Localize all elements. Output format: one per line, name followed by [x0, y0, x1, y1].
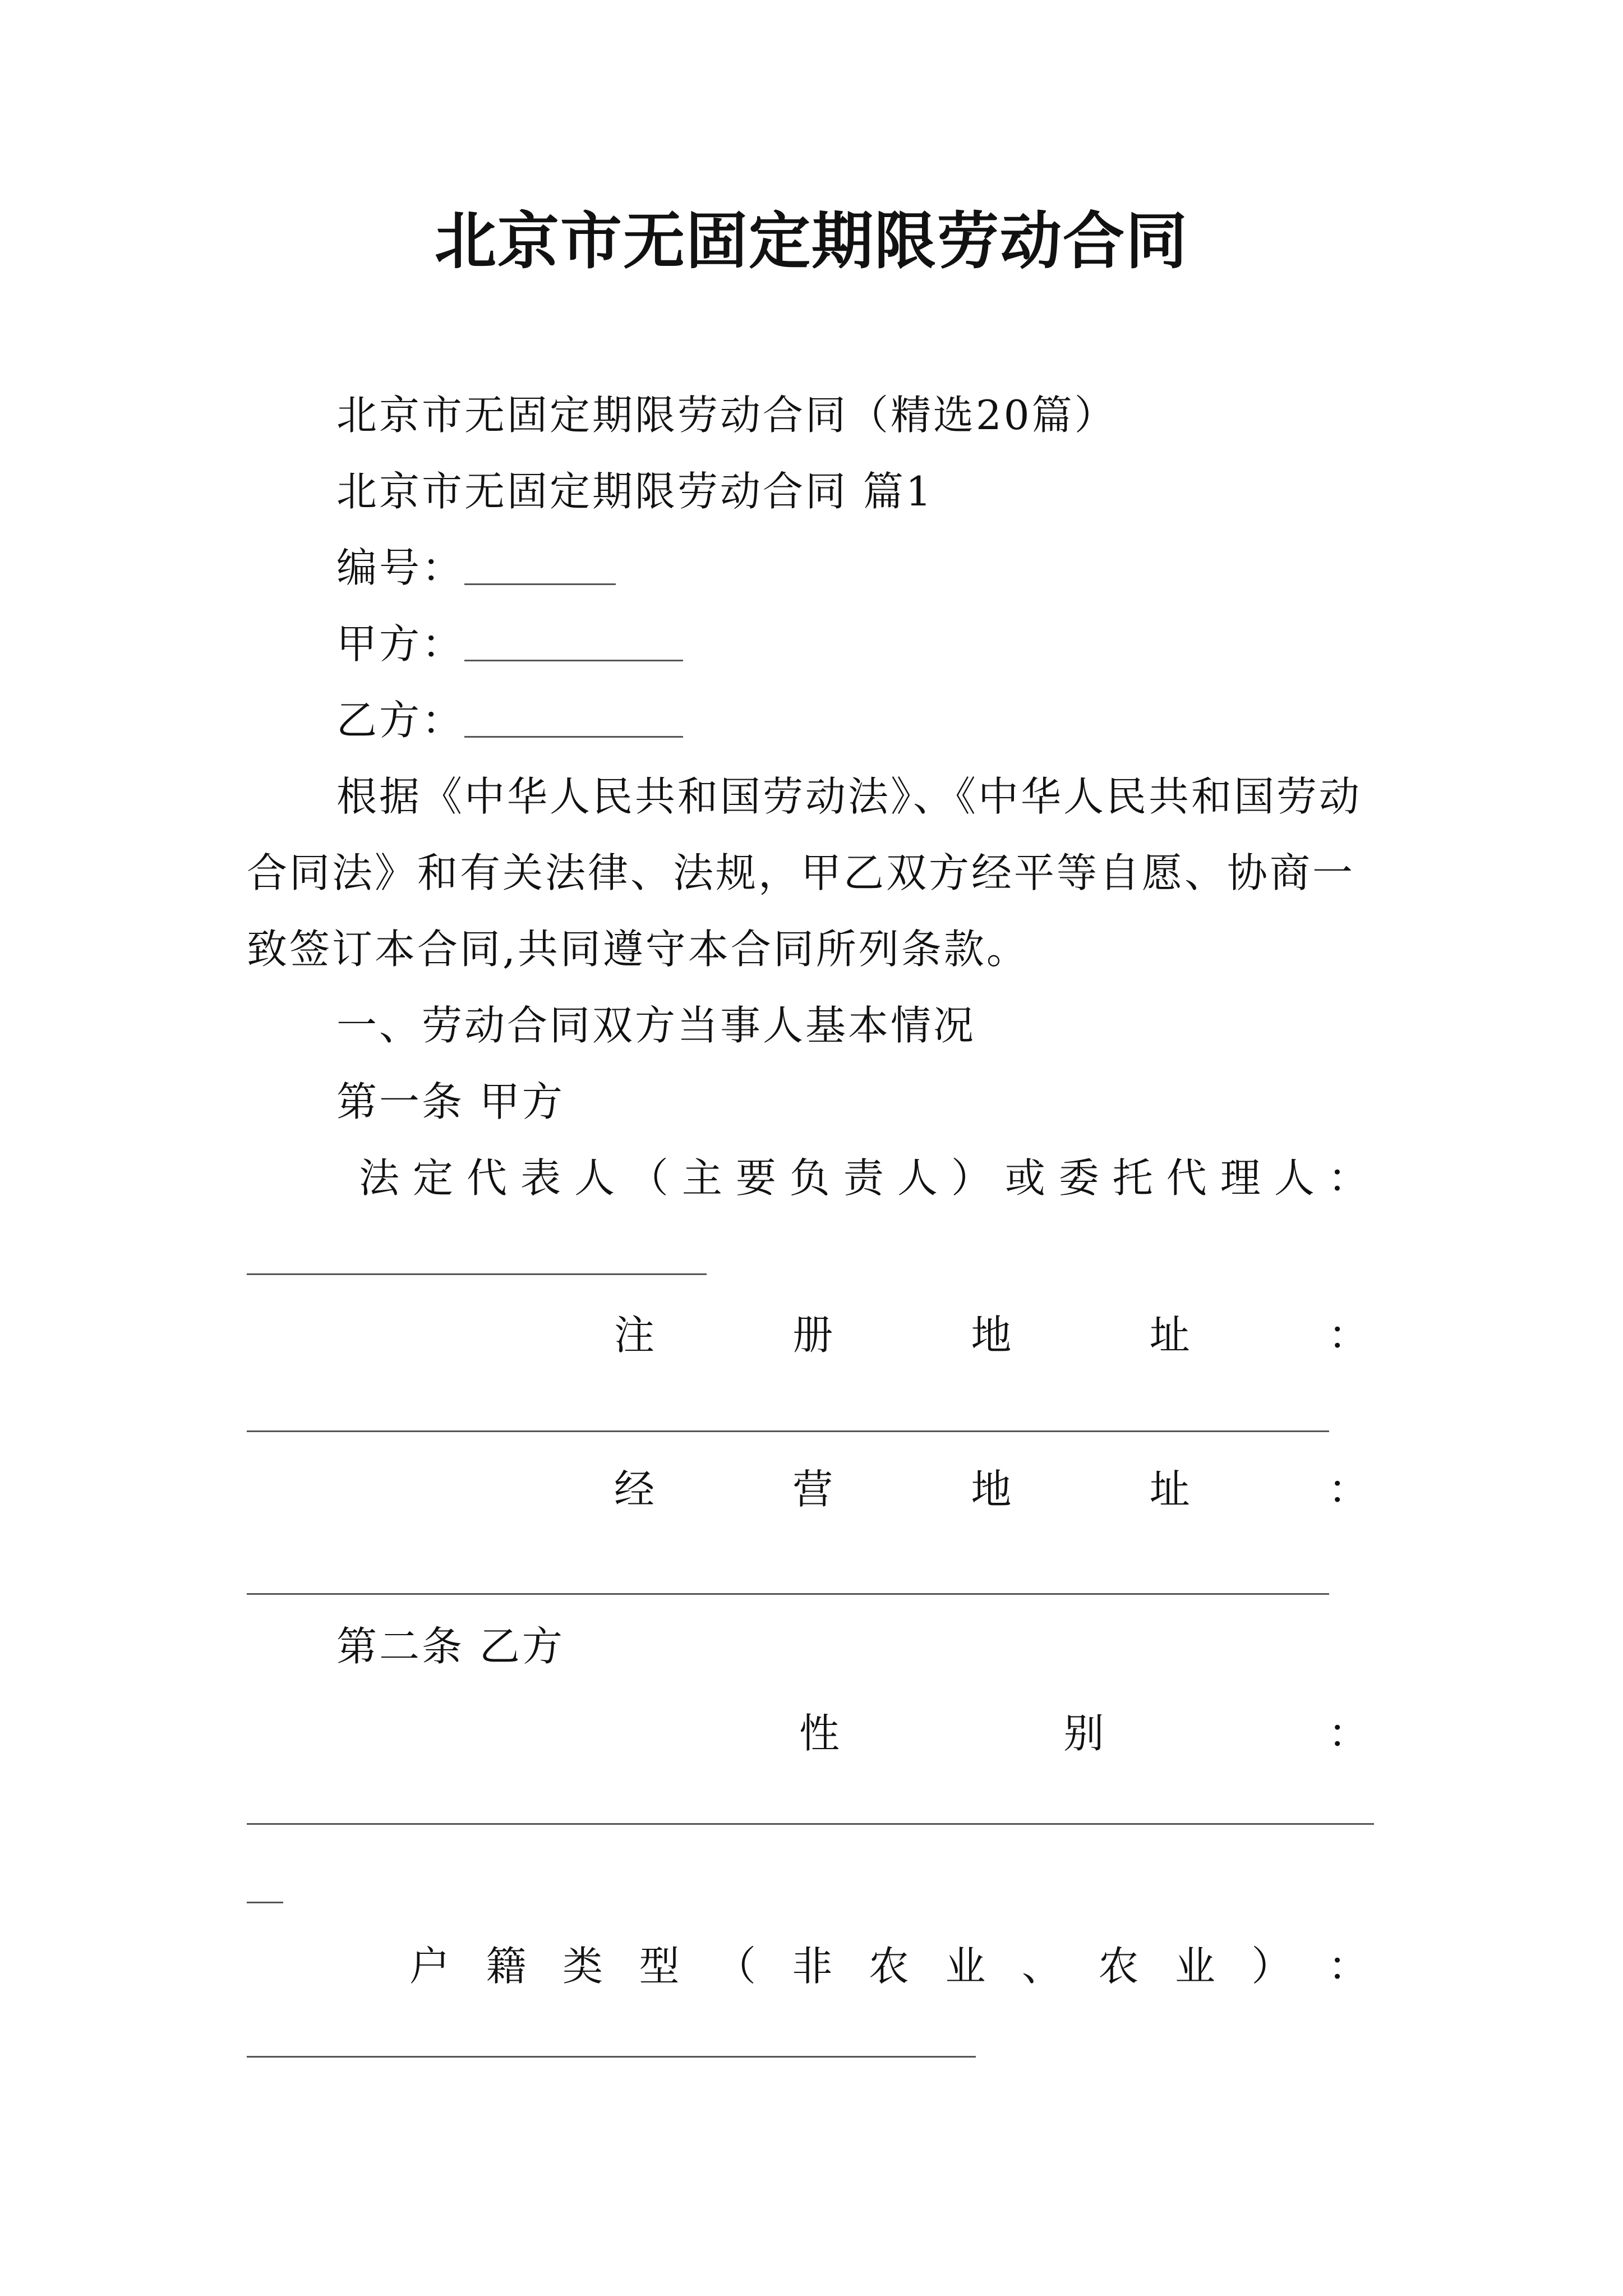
- number-label: 编号：: [336, 544, 465, 591]
- char: 非: [792, 1943, 833, 1990]
- char: 委: [1058, 1154, 1099, 1202]
- legal-representative-label: [359, 1150, 1368, 1206]
- registered-address-blank: [247, 1430, 1329, 1432]
- party-a-blank: [464, 660, 683, 661]
- char: 主: [681, 1154, 722, 1202]
- char: 业: [1174, 1943, 1215, 1990]
- char: 负: [789, 1154, 830, 1202]
- article-two-heading: 第二条 乙方: [336, 1623, 565, 1670]
- registered-address-label: [614, 1307, 1368, 1363]
- char: 类: [562, 1943, 603, 1990]
- char: ：: [1327, 1154, 1368, 1202]
- party-b-blank: [464, 736, 683, 738]
- char: 或: [1004, 1154, 1045, 1202]
- char: （: [715, 1943, 756, 1990]
- char: 农: [868, 1943, 909, 1990]
- party-b-field: [336, 692, 683, 748]
- hukou-type-label: [409, 1938, 1368, 1994]
- char: 型: [639, 1943, 680, 1990]
- business-address-label: [614, 1461, 1368, 1517]
- char: ：: [1327, 1312, 1368, 1359]
- char: ：: [1327, 1943, 1368, 1990]
- char: 责: [843, 1154, 884, 1202]
- char: 户: [409, 1943, 450, 1990]
- char: 经: [614, 1466, 655, 1513]
- char: （: [628, 1154, 668, 1202]
- char: 理: [1220, 1154, 1261, 1202]
- document-subheading: 北京市无固定期限劳动合同 篇1: [336, 468, 934, 515]
- char: 、: [1021, 1943, 1062, 1990]
- document-heading: 北京市无固定期限劳动合同（精选20篇）: [336, 392, 1117, 439]
- char: 址: [1149, 1312, 1190, 1359]
- char: 要: [735, 1154, 776, 1202]
- char: 别: [1063, 1710, 1104, 1757]
- gender-blank-continued: [247, 1902, 283, 1903]
- char: ：: [1327, 1710, 1368, 1757]
- legal-representative-blank: [247, 1273, 707, 1275]
- char: 代: [466, 1154, 507, 1202]
- intro-line-3: 致签订本合同,共同遵守本合同所列条款。: [247, 926, 1029, 973]
- char: 注: [614, 1312, 655, 1359]
- char: 人: [574, 1154, 615, 1202]
- business-address-blank: [247, 1593, 1329, 1595]
- number-field: [336, 540, 616, 596]
- char: 地: [971, 1312, 1012, 1359]
- party-a-label: 甲方：: [336, 620, 465, 668]
- party-b-label: 乙方：: [336, 697, 465, 744]
- char: 托: [1112, 1154, 1153, 1202]
- char: 法: [359, 1154, 400, 1202]
- hukou-type-blank: [247, 2056, 976, 2058]
- char: 址: [1149, 1466, 1190, 1513]
- char: 定: [412, 1154, 453, 1202]
- char: 农: [1098, 1943, 1139, 1990]
- section-one-heading: 一、劳动合同双方当事人基本情况: [336, 1002, 976, 1049]
- char: 籍: [486, 1943, 527, 1990]
- char: 营: [792, 1466, 833, 1513]
- char: 表: [520, 1154, 561, 1202]
- number-blank: [464, 583, 616, 585]
- char: 人: [897, 1154, 938, 1202]
- gender-blank: [247, 1823, 1374, 1825]
- party-a-field: [336, 616, 683, 672]
- intro-line-2: 合同法》和有关法律、法规，甲乙双方经平等自愿、协商一: [247, 849, 1355, 896]
- document-title: 北京市无固定期限劳动合同: [435, 205, 1188, 277]
- char: ：: [1327, 1466, 1368, 1513]
- gender-label: [799, 1705, 1368, 1761]
- char: ）: [951, 1154, 992, 1202]
- char: ）: [1251, 1943, 1292, 1990]
- char: 地: [971, 1466, 1012, 1513]
- char: 册: [792, 1312, 833, 1359]
- article-one-heading: 第一条 甲方: [336, 1078, 565, 1125]
- char: 业: [945, 1943, 986, 1990]
- char: 代: [1166, 1154, 1207, 1202]
- char: 人: [1274, 1154, 1315, 1202]
- char: 性: [799, 1710, 840, 1757]
- intro-line-1: 根据《中华人民共和国劳动法》、《中华人民共和国劳动: [336, 773, 1362, 820]
